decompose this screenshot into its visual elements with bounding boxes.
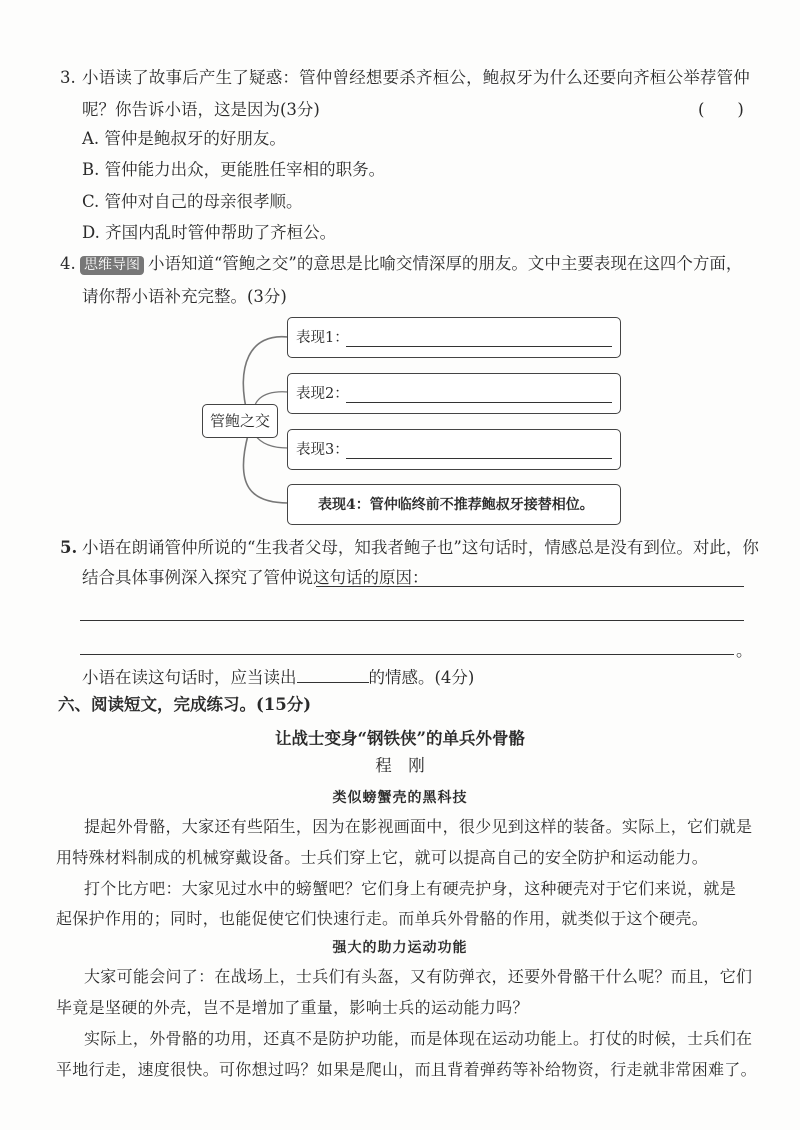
q5-answer-line-3[interactable] (80, 654, 734, 655)
q5-line5-a: 小语在读这句话时，应当读出 (82, 668, 297, 687)
q4-line1 (80, 253, 742, 275)
q5-answer-line-2[interactable] (80, 620, 744, 621)
q4-line1-text: 小语知道“管鲍之交”的意思是比喻交情深厚的朋友。文中主要表现在这四个方面， (148, 254, 743, 273)
paragraph-line: 用特殊材料制成的机械穿戴设备。士兵们穿上它，就可以提高自己的安全防护和运动能力。 (56, 848, 709, 867)
q5-line5 (82, 666, 474, 689)
article-subheading-1: 类似螃蟹壳的黑科技 (332, 790, 468, 806)
mindmap-branch-1 (287, 317, 621, 358)
paragraph-line: 毕竟是坚硬的外壳，岂不是增加了重量，影响士兵的运动能力吗？ (56, 998, 529, 1017)
q5-line5-b: 的情感。(4分) (368, 668, 475, 687)
q3-answer-bracket[interactable]: ( ) (698, 100, 744, 119)
article-subheading-2: 强大的助力运动功能 (332, 940, 468, 956)
section6-heading: 六、阅读短文，完成练习。(15分) (58, 695, 312, 714)
mind-map-tag: 思维导图 (80, 256, 144, 275)
branch-2-answer-line[interactable] (346, 402, 612, 403)
q3-option-b: B. 管仲能力出众，更能胜任宰相的职务。 (82, 160, 386, 179)
paragraph-line: 大家可能会问了：在战场上，士兵们有头盔，又有防弹衣，还要外骨骼干什么呢？而且，它们 (84, 967, 753, 986)
branch-3-label: 表现3： (296, 442, 349, 458)
paragraph-line: 起保护作用的；同时，也能促使它们快速行走。而单兵外骨骼的作用，就类似于这个硬壳。 (56, 909, 709, 928)
mindmap-center (202, 404, 278, 438)
paragraph-line: 实际上，外骨骼的功用，还真不是防护功能，而是体现在运动功能上。打仗的时候，士兵们在 (84, 1029, 753, 1048)
branch-2-label: 表现2： (296, 386, 349, 402)
q4-line2: 请你帮小语补充完整。(3分) (82, 287, 287, 306)
branch-3-answer-line[interactable] (346, 458, 612, 459)
q3-line1: 小语读了故事后产生了疑惑：管仲曾经想要杀齐桓公，鲍叔牙为什么还要向齐桓公举荐管仲 (82, 68, 750, 87)
q3-option-a: A. 管仲是鲍叔牙的好朋友。 (82, 129, 286, 148)
q3-option-c: C. 管仲对自己的母亲很孝顺。 (82, 192, 303, 211)
q5-emotion-blank[interactable] (297, 666, 369, 683)
branch-1-answer-line[interactable] (346, 346, 612, 347)
q5-period: 。 (736, 641, 753, 660)
q5-line2: 结合具体事例深入探究了管仲说这句话的原因： (82, 568, 429, 587)
branch-4-label: 表现4：管仲临终前不推荐鲍叔牙接替相位。 (318, 497, 594, 513)
mindmap-branch-4 (287, 484, 621, 525)
q5-number: 5. (60, 538, 78, 557)
q5-line1: 小语在朗诵管仲所说的“生我者父母，知我者鲍子也”这句话时，情感总是没有到位。对此，你 (82, 538, 759, 557)
mindmap-branch-3 (287, 429, 621, 470)
mindmap-center-label: 管鲍之交 (209, 412, 270, 430)
branch-1-label: 表现1： (296, 330, 349, 346)
article-title: 让战士变身“钢铁侠”的单兵外骨骼 (275, 729, 525, 748)
q3-option-d: D. 齐国内乱时管仲帮助了齐桓公。 (82, 223, 337, 242)
paragraph-line: 打个比方吧：大家见过水中的螃蟹吧？它们身上有硬壳护身，这种硬壳对于它们来说，就是 (84, 879, 737, 898)
paragraph-line: 平地行走，速度很快。可你想过吗？如果是爬山，而且背着弹药等补给物资，行走就非常困难了。 (56, 1060, 757, 1079)
article-author: 程 刚 (375, 756, 425, 775)
paragraph-line: 提起外骨骼，大家还有些陌生，因为在影视画面中，很少见到这样的装备。实际上，它们就是 (84, 817, 753, 836)
q3-line2: 呢？你告诉小语，这是因为(3分) (82, 100, 320, 119)
q5-answer-line-1[interactable] (316, 586, 744, 587)
mindmap-branch-2 (287, 373, 621, 414)
q4-number: 4. (60, 254, 76, 273)
q3-number: 3. (60, 68, 76, 87)
